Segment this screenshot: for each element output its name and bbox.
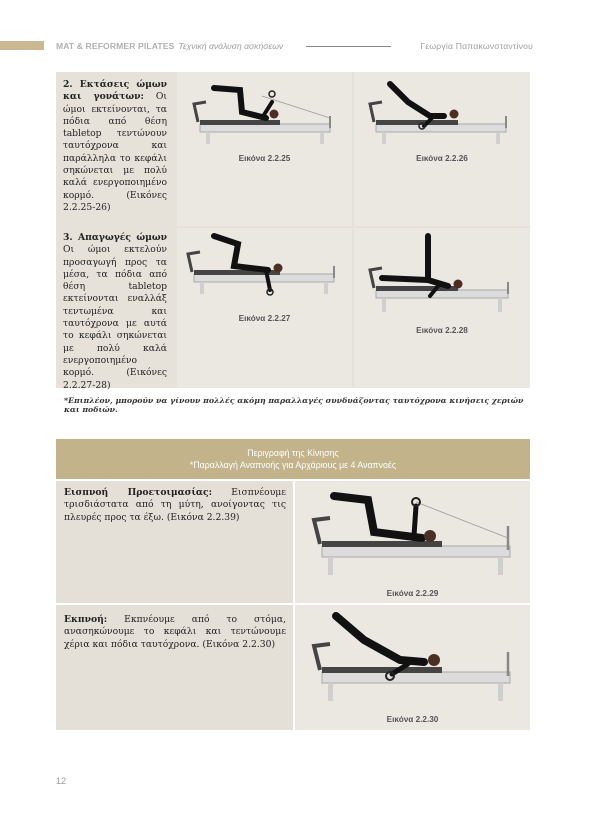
- reformer-figure-2-2-28: [368, 232, 516, 320]
- caption-2-2-25: Εικόνα 2.2.25: [238, 154, 291, 163]
- exercise-item-3-body: Οι ώμοι εκτελούν προσαγωγή προς τα μέσα, τα πόδια από θέση tabletop εκτείνονται εναλλάξ τεντωμένα και ταυτόχρονα με αυτά το κεφάλι σηκώνεται με πολύ καλά ενεργοποιημένο κορμό. (Εικόνες 2.2.27-28): [63, 244, 167, 391]
- reformer-figure-2-2-30: [312, 610, 517, 710]
- caption-2-2-30: Εικόνα 2.2.30: [386, 715, 439, 724]
- caption-2-2-28: Εικόνα 2.2.28: [416, 326, 468, 335]
- reformer-figure-2-2-29: [312, 490, 517, 586]
- table-header: [56, 439, 530, 479]
- header-rule: [306, 46, 391, 47]
- table-row-1-body: Εισπνέουμε τρισδιάστατα από τη μύτη, ανοίγοντας τις πλευρές προς τα έξω. (Εικόνα 2.2.39): [64, 487, 287, 523]
- running-header: [56, 40, 533, 52]
- header-accent-bar: [0, 41, 44, 50]
- page-number: 12: [56, 776, 67, 786]
- caption-2-2-27: Εικόνα 2.2.27: [238, 314, 291, 323]
- caption-2-2-29: Εικόνα 2.2.29: [386, 589, 439, 598]
- table-row-2-label: Εκπνοή:: [64, 614, 108, 625]
- header-subtitle: Τεχνική ανάλυση ασκήσεων: [178, 41, 284, 51]
- exercise-item-3-title: 3. Απαγωγές ώμων: [63, 232, 167, 243]
- footnote: *Επιπλέον, μπορούν να γίνουν πολλές ακόμη παραλλαγές συνδυάζοντας ταυτόχρονα κινήσεις χεριών και ποδιών.: [64, 396, 524, 414]
- exercise-item-2: [63, 79, 167, 214]
- table-row-2-body: Εκπνέουμε από το στόμα, ανασηκώνουμε το κεφάλι και τεντώνουμε χέρια και πόδια ταυτόχρονα. (Εικόνα 2.2.30): [64, 614, 286, 650]
- header-author: Γεωργία Παπακωνσταντίνου: [420, 41, 533, 51]
- table-row-1-label: Εισπνοή Προετοιμασίας:: [64, 487, 212, 498]
- reformer-figure-2-2-26: [368, 80, 513, 152]
- caption-2-2-26: Εικόνα 2.2.26: [416, 154, 468, 163]
- table-subtitle: *Παραλλαγή Αναπνοής για Αρχάριους με 4 Αναπνοές: [189, 460, 397, 470]
- exercise-item-2-title: 2. Εκτάσεις ώμων και γονάτων:: [63, 79, 167, 103]
- header-brand: MAT & REFORMER PILATES: [56, 41, 175, 51]
- reformer-figure-2-2-25: [192, 82, 337, 152]
- reformer-figure-2-2-27: [186, 232, 341, 304]
- exercise-item-2-body: Οι ώμοι εκτείνονται, τα πόδια από θέση tabletop τεντώνουν ταυτόχρονα και παράλληλα το κεφάλι σηκώνεται με πολύ καλά ενεργοποιημένο κορμό. (Εικόνες 2.2.25-26): [63, 91, 167, 213]
- exercise-item-3: [63, 232, 167, 392]
- table-title: Περιγραφή της Κίνησης: [247, 448, 339, 458]
- table-row-2-text: [64, 614, 286, 651]
- table-row-1-text: [64, 487, 286, 524]
